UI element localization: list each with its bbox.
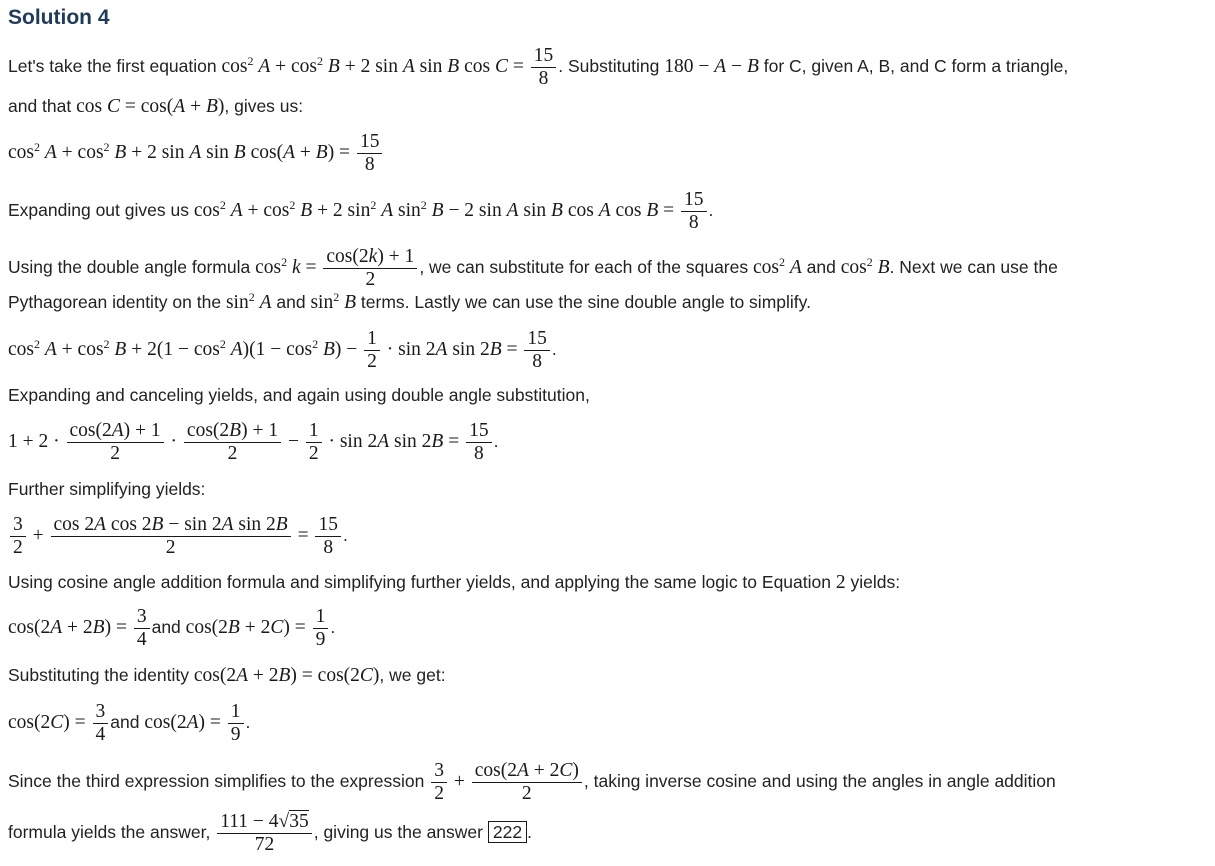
line-14: Substituting the identity cos(2A + 2B) = cos(2C), we get:	[8, 665, 446, 686]
fraction-1-9: $\frac{1}{9}$	[228, 701, 244, 746]
text-p6a: Pythagorean identity on the	[8, 292, 222, 312]
line-5: Using the double angle formula $\cos^2 k$ = $\frac{\cos(2k) + 1}{2}$ , we can substitute for each of the squares $\cos^2 A$ and $\cos^2 B$. Next we can use the	[8, 246, 1058, 290]
fraction-15-8: $\frac{15}{8}$	[531, 45, 557, 90]
text-p12a: Using cosine angle addition formula and simplifying further yields, and applying the same logic to Equation	[8, 572, 831, 592]
text-p5a: Using the double angle formula	[8, 257, 251, 278]
line-11: $\frac{3}{2}$ + $\frac{\text{cos 2A cos 2B − sin 2A sin 2B}}{2}$ = $\frac{15}{8}$ .	[8, 514, 348, 559]
math-expanded: $\cos^2 A + \cos^2 B + 2$ $\sin^2 A$ $\sin^2 B - 2$ sin A sin B cos A cos B =	[193, 198, 675, 222]
text-p17b: , giving us the answer	[313, 822, 483, 843]
text-p5c: and	[806, 257, 836, 278]
line-15: cos(2C) = $\frac{3}{4}$ and cos(2A) = $\frac{1}{9}$ .	[8, 701, 251, 745]
text-p15a: and	[110, 712, 140, 733]
line-8	[8, 384, 590, 406]
fraction-3-2: $\frac{3}{2}$	[10, 514, 26, 559]
line-9: 1 + 2 · $\frac{\cos(2A) + 1}{2}$ · $\frac{\cos(2B) + 1}{2}$ − $\frac{1}{2}$ · sin 2A sin 2B = $\frac{15}{8}$ .	[8, 420, 499, 464]
fraction-cos2A2C: $\frac{\cos(2A + 2C)}{2}$	[472, 760, 582, 805]
text-p6c: terms. Lastly we can use the sine double angle to simplify.	[360, 292, 811, 312]
text-p14b: , we get:	[379, 665, 446, 685]
math-pythagorean: $\cos^2 A + \cos^2 B + 2(1 - \cos^2 A)(1 - \cos^2 B)$ −	[8, 337, 358, 361]
line-12: Using cosine angle addition formula and simplifying further yields, and applying the same logic to Equation 2 yields:	[8, 572, 901, 593]
fraction-final: $\frac{111 - 4√35}{72}$	[217, 811, 312, 856]
line-1	[8, 45, 1068, 90]
fraction-1-9: $\frac{1}{9}$	[313, 606, 329, 651]
math-equation-1: $\cos^2 A + \cos^2 B + 2$ sin A sin B cos C =	[221, 54, 524, 78]
text-p10: Further simplifying yields:	[8, 479, 206, 499]
line-16: Since the third expression simplifies to the expression $\frac{3}{2}$ + $\frac{\cos(2A + 2C)}{2}$ , taking inverse cosine and using the angles in angle addition	[8, 760, 1056, 804]
fraction-cos2B: $\frac{\cos(2B) + 1}{2}$	[184, 420, 281, 465]
line-6: Pythagorean identity on the $\sin^2 A$ and $\sin^2 B$ terms. Lastly we can use the sine double angle to simplify.	[8, 290, 811, 313]
text-p2a: and that	[8, 96, 72, 116]
text-p4a: Expanding out gives us	[8, 200, 189, 221]
text-p6b: and	[276, 292, 306, 312]
text-p12b: yields:	[850, 572, 901, 592]
text-p16b: , taking inverse cosine and using the angles in angle addition	[583, 771, 1056, 792]
text-p2b: , gives us:	[224, 96, 304, 116]
line-10	[8, 478, 205, 500]
fraction-15-8: $\frac{15}{8}$	[357, 131, 383, 176]
fraction-1-2: $\frac{1}{2}$	[364, 328, 380, 373]
text-p1c: for C, given A, B, and C form a triangle,	[763, 56, 1069, 77]
fraction-15-8: $\frac{15}{8}$	[315, 514, 341, 559]
text-p1b: . Substituting	[558, 56, 660, 77]
fraction-3-2: $\frac{3}{2}$	[431, 760, 447, 805]
fraction-1-2: $\frac{1}{2}$	[306, 420, 322, 465]
text-p13a: and	[151, 617, 181, 638]
text-p5d: . Next we can use the	[889, 257, 1058, 278]
line-4: Expanding out gives us $\cos^2 A + \cos^2 B + 2$ $\sin^2 A$ $\sin^2 B - 2$ sin A sin B cos A cos B = $\frac{15}{8}$ .	[8, 189, 714, 233]
text-p8: Expanding and canceling yields, and again using double angle substitution,	[8, 385, 590, 405]
text-p1a: Let's take the first equation	[8, 56, 217, 77]
answer-box: 222	[488, 821, 527, 843]
line-17: formula yields the answer, $\frac{111 - 4√35}{72}$ , giving us the answer 222 .	[8, 811, 532, 855]
fraction-3-4: $\frac{3}{4}$	[134, 606, 150, 651]
fraction-cos2k: $\frac{\cos(2k) + 1}{2}$	[323, 246, 417, 291]
fraction-cos-sin: $\frac{\text{cos 2A cos 2B − sin 2A sin 2B}}{2}$	[51, 514, 291, 559]
math-180-A-B: 180 − A − B	[664, 56, 759, 78]
fraction-cos2A: $\frac{\cos(2A) + 1}{2}$	[67, 420, 164, 465]
text-p17a: formula yields the answer,	[8, 822, 211, 843]
line-3	[8, 131, 384, 176]
line-7: $\cos^2 A + \cos^2 B + 2(1 - \cos^2 A)(1 - \cos^2 B)$ − $\frac{1}{2}$ · sin 2A sin 2B = $\frac{15}{8}$ .	[8, 328, 557, 372]
solution-title: Solution 4	[8, 6, 110, 29]
fraction-15-8: $\frac{15}{8}$	[681, 189, 707, 234]
line-13: cos(2A + 2B) = $\frac{3}{4}$ and cos(2B + 2C) = $\frac{1}{9}$ .	[8, 606, 336, 650]
math-double-angle: $\cos^2 k$ =	[255, 255, 317, 279]
text-p16a: Since the third expression simplifies to the expression	[8, 771, 425, 792]
text-p14a: Substituting the identity	[8, 665, 189, 685]
math-cosC-identity: cos C = cos(A + B)	[76, 96, 225, 117]
fraction-15-8: $\frac{15}{8}$	[524, 328, 550, 373]
line-2	[8, 95, 303, 118]
math-equation-substituted: $\cos^2 A + \cos^2 B + 2$ sin A sin B cos(A + B) =	[8, 140, 351, 164]
text-p5b: , we can substitute for each of the squares	[419, 257, 749, 278]
fraction-3-4: $\frac{3}{4}$	[93, 701, 109, 746]
fraction-15-8: $\frac{15}{8}$	[466, 420, 492, 465]
